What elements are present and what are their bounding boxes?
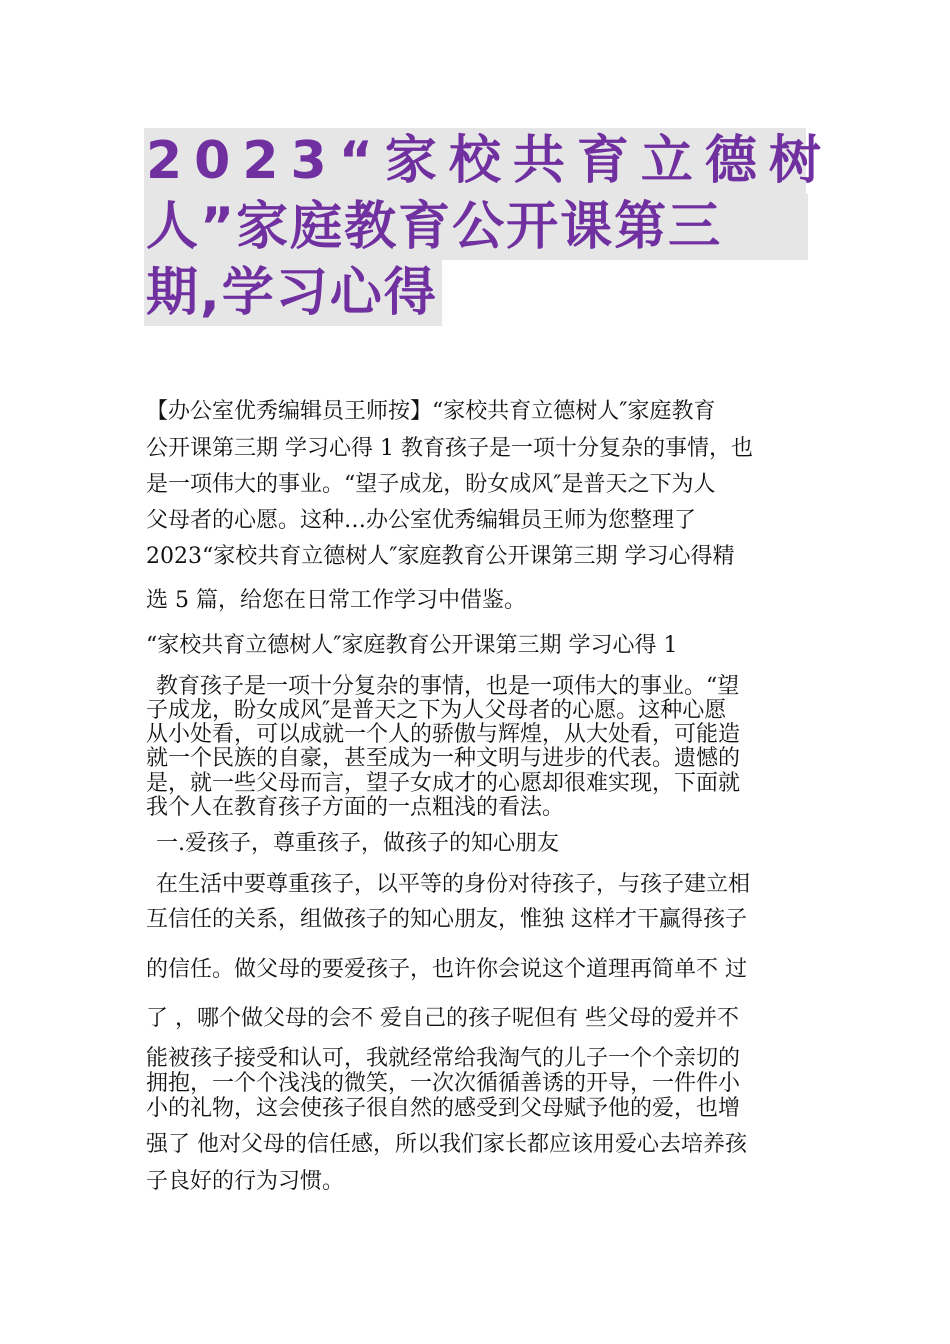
title-line-3: 期,学习心得 bbox=[144, 260, 810, 326]
title-line-1: 2023“家校共育立德树 bbox=[144, 128, 810, 194]
paragraph-2-line-2: 互信任的关系，组做孩子的知心朋友，惟独 这样才干赢得孩子 bbox=[146, 907, 747, 932]
paragraph-1-line-5: 是，就一些父母而言，望子女成才的心愿却很难实现，下面就 bbox=[146, 771, 741, 796]
paragraph-1-line-2: 子成龙，盼女成风″是普天之下为人父母者的心愿。这种心愿 bbox=[146, 698, 727, 723]
intro-line-2: 公开课第三期 学习心得 1 教育孩子是一项十分复杂的事情，也 bbox=[146, 436, 753, 461]
intro-line-1: 【办公室优秀编辑员王师按】“家校共育立德树人″家庭教育 bbox=[146, 399, 716, 424]
title-line-2: 人”家庭教育公开课第三 bbox=[144, 194, 810, 260]
intro-line-5: 2023“家校共育立德树人″家庭教育公开课第三期 学习心得精 bbox=[146, 544, 735, 569]
paragraph-1-line-6: 我个人在教育孩子方面的一点粗浅的看法。 bbox=[146, 795, 565, 820]
paragraph-1-line-1: 教育孩子是一项十分复杂的事情，也是一项伟大的事业。“望 bbox=[156, 674, 740, 699]
paragraph-2-line-8: 强了 他对父母的信任感，所以我们家长都应该用爱心去培养孩 bbox=[146, 1132, 747, 1157]
paragraph-1-line-3: 从小处看，可以成就一个人的骄傲与辉煌，从大处看，可能造 bbox=[146, 722, 741, 747]
paragraph-2-line-3: 的信任。做父母的要爱孩子，也许你会说这个道理再简单不 过 bbox=[146, 957, 747, 982]
intro-line-6: 选 5 篇，给您在日常工作学习中借鉴。 bbox=[146, 588, 526, 613]
paragraph-2-line-5: 能被孩子接受和认可，我就经常给我淘气的儿子一个个亲切的 bbox=[146, 1046, 741, 1071]
section-heading: “家校共育立德树人″家庭教育公开课第三期 学习心得 1 bbox=[146, 633, 678, 658]
subheading: 一.爱孩子，尊重孩子，做孩子的知心朋友 bbox=[156, 831, 559, 856]
paragraph-2-line-6: 拥抱，一个个浅浅的微笑，一次次循循善诱的开导，一件件小 bbox=[146, 1071, 741, 1096]
paragraph-1-line-4: 就一个民族的自豪，甚至成为一种文明与进步的代表。遗憾的 bbox=[146, 746, 741, 771]
intro-line-3: 是一项伟大的事业。“望子成龙，盼女成风″是普天之下为人 bbox=[146, 472, 716, 497]
paragraph-2-line-9: 子良好的行为习惯。 bbox=[146, 1169, 345, 1194]
paragraph-2-line-1: 在生活中要尊重孩子，以平等的身份对待孩子，与孩子建立相 bbox=[156, 872, 751, 897]
paragraph-2-line-7: 小的礼物，这会使孩子很自然的感受到父母赋予他的爱，也增 bbox=[146, 1096, 741, 1121]
intro-line-4: 父母者的心愿。这种…办公室优秀编辑员王师为您整理了 bbox=[146, 508, 697, 533]
document-title bbox=[144, 128, 833, 326]
paragraph-2-line-4: 了 ，哪个做父母的会不 爱自己的孩子呢但有 些父母的爱并不 bbox=[146, 1006, 739, 1031]
